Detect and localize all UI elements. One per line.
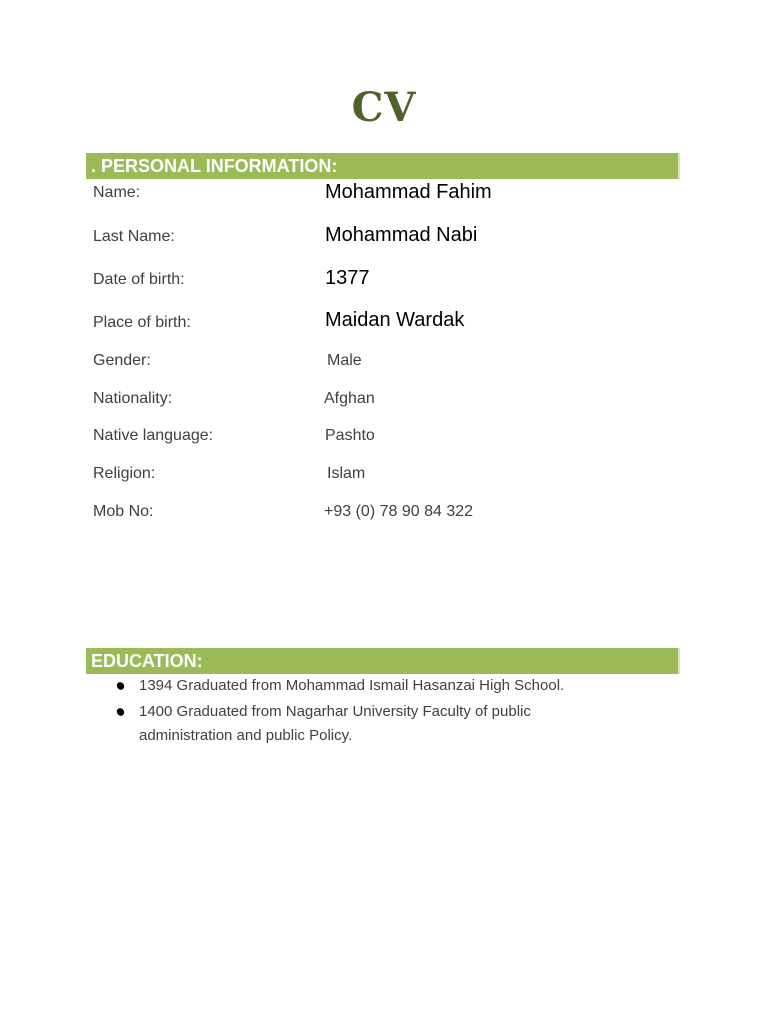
education-item-text: 1394 Graduated from Mohammad Ismail Hasanzai High School. [139,677,565,694]
field-value: Mohammad Nabi [325,224,478,246]
field-value: Afghan [324,390,375,407]
education-list [115,674,615,750]
field-label: Date of birth: [93,271,185,288]
field-value: +93 (0) 78 90 84 322 [324,503,474,520]
field-value: Male [327,352,362,369]
cv-title: CV [351,84,417,131]
field-label: Nationality: [93,390,173,407]
education-item-text: 1400 Graduated from Nagarhar University Faculty of public administration and public Policy. [139,703,531,744]
field-label: Mob No: [93,503,154,520]
education-heading: EDUCATION: [86,648,680,674]
list-item [115,674,615,698]
personal-information-heading: . PERSONAL INFORMATION: [86,153,680,179]
field-label: Last Name: [93,228,175,245]
list-item [115,700,615,748]
field-label: Native language: [93,427,214,444]
field-value: Pashto [325,427,375,444]
field-label: Religion: [93,465,156,482]
bullet-icon [115,707,125,718]
field-value: Islam [327,465,366,482]
field-value: 1377 [325,267,370,289]
bullet-icon [115,681,125,692]
field-label: Name: [93,184,141,201]
field-value: Mohammad Fahim [325,181,492,203]
field-value: Maidan Wardak [325,309,465,331]
field-label: Gender: [93,352,151,369]
field-label: Place of birth: [93,314,191,331]
